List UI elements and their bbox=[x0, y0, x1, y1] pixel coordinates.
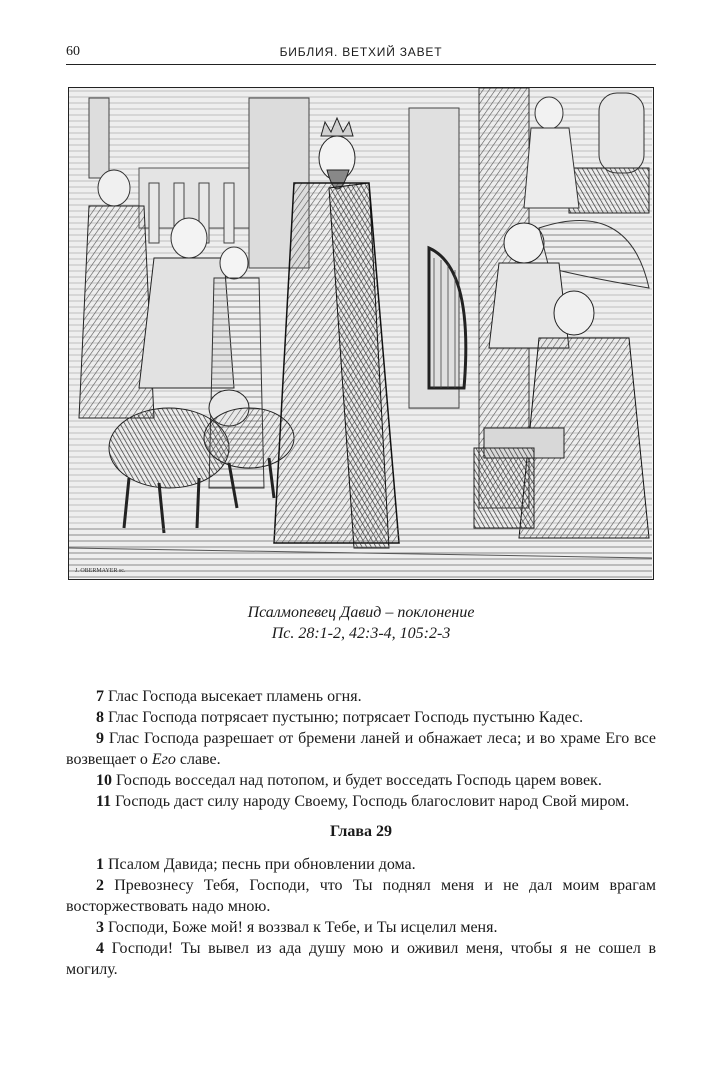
verse-number: 3 bbox=[96, 919, 104, 936]
engraving-drawing bbox=[69, 88, 652, 578]
psalm-text bbox=[66, 686, 656, 980]
verse bbox=[66, 938, 656, 980]
engraving-illustration bbox=[68, 87, 654, 580]
verse-text: Глас Господа высекает пламень огня. bbox=[104, 688, 362, 705]
verse-number: 7 bbox=[96, 688, 104, 705]
running-title: БИБЛИЯ. ВЕТХИЙ ЗАВЕТ bbox=[279, 45, 443, 59]
caption-reference: Пс. 28:1-2, 42:3-4, 105:2-3 bbox=[271, 625, 451, 642]
page-header bbox=[66, 44, 656, 64]
verse bbox=[66, 917, 656, 938]
verse-text: Господь даст силу народу Своему, Господь благословит народ Свой миром. bbox=[111, 793, 630, 810]
verse bbox=[66, 707, 656, 728]
verse-number: 1 bbox=[96, 856, 104, 873]
verse-number: 8 bbox=[96, 709, 104, 726]
verse-number: 9 bbox=[96, 730, 104, 747]
verse-text: Господь восседал над потопом, и будет восседать Господь царем вовек. bbox=[112, 772, 602, 789]
verse-number: 10 bbox=[96, 772, 112, 789]
verse-text: Глас Господа потрясает пустыню; потрясает Господь пустыню Кадес. bbox=[104, 709, 584, 726]
verse-number: 11 bbox=[96, 793, 112, 810]
verse bbox=[66, 791, 656, 812]
header-rule bbox=[66, 64, 656, 65]
verse-text: Господи! Ты вывел из ада душу мою и оживил меня, чтобы я не сошел в могилу. bbox=[66, 940, 656, 978]
verse-text: Превознесу Тебя, Господи, что Ты поднял меня и не дал моим врагам восторжествовать надо мною. bbox=[66, 877, 656, 915]
verse bbox=[66, 854, 656, 875]
verse-number: 2 bbox=[96, 877, 104, 894]
verse-italic-word: Его bbox=[151, 751, 176, 768]
verse bbox=[66, 875, 656, 917]
chapter-title: Глава 29 bbox=[330, 823, 392, 840]
verse-text: Глас Господа разрешает от бремени ланей и обнажает леса; и во храме Его все возвещает о bbox=[66, 730, 656, 768]
engraver-signature: J. OBERMAYER sc. bbox=[75, 568, 126, 574]
caption-title: Псалмопевец Давид – поклонение bbox=[247, 604, 475, 621]
verse bbox=[66, 770, 656, 791]
verse-number: 4 bbox=[96, 940, 104, 957]
verse-text: Господи, Боже мой! я воззвал к Тебе, и Ты исцелил меня. bbox=[104, 919, 498, 936]
page-number: 60 bbox=[66, 44, 80, 59]
verse-text-end: славе. bbox=[175, 751, 221, 768]
verse-text: Псалом Давида; песнь при обновлении дома. bbox=[104, 856, 416, 873]
verse bbox=[66, 686, 656, 707]
verse bbox=[66, 728, 656, 770]
